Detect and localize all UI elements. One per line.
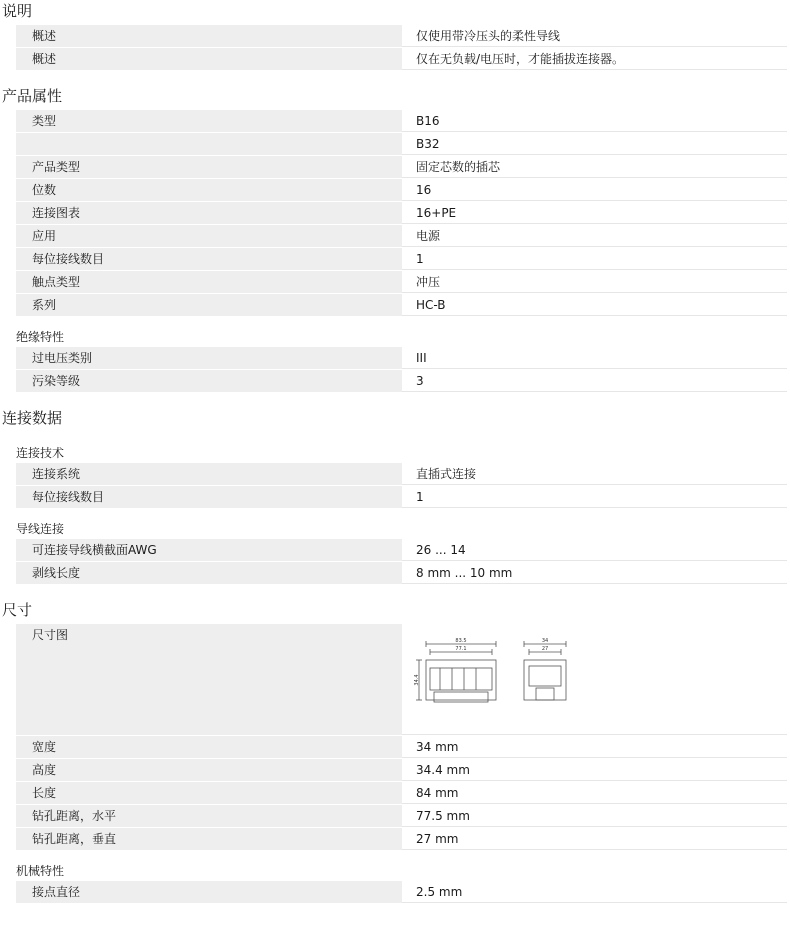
table-row: [16, 248, 787, 271]
table-row: [16, 271, 787, 294]
table-row: [16, 156, 787, 179]
row-key: 过电压类别: [16, 347, 402, 369]
row-value: 电源: [402, 225, 787, 247]
table-row: [16, 48, 787, 71]
row-value: 34 mm: [402, 736, 787, 758]
table-row: [16, 110, 787, 133]
description-table: [16, 25, 787, 71]
table-row: [16, 759, 787, 782]
row-value: 84 mm: [402, 782, 787, 804]
table-row: [16, 202, 787, 225]
table-row: [16, 486, 787, 509]
row-key: 高度: [16, 759, 402, 781]
technology-table: [16, 463, 787, 509]
row-value: 77.5 mm: [402, 805, 787, 827]
dim-label-front-inner: 77.1: [455, 646, 467, 652]
row-value: 34.4 mm: [402, 759, 787, 781]
table-row: [16, 736, 787, 759]
row-key: 类型: [16, 110, 402, 132]
dimensions-table: [16, 624, 787, 851]
row-key: 尺寸图: [16, 624, 402, 735]
dimension-drawing: [416, 634, 586, 724]
table-row: [16, 782, 787, 805]
row-value: 26 ... 14: [402, 539, 787, 561]
dim-label-side-inner: 27: [541, 646, 549, 652]
conductor-table: [16, 539, 787, 585]
row-value: 3: [402, 370, 787, 392]
row-key: 每位接线数目: [16, 486, 402, 508]
table-row: [16, 294, 787, 317]
row-key: 位数: [16, 179, 402, 201]
row-value: 仅使用带冷压头的柔性导线: [402, 25, 787, 47]
row-value: 1: [402, 248, 787, 270]
section-title-connection: 连接数据: [2, 409, 63, 427]
row-key: 产品类型: [16, 156, 402, 178]
row-value: III: [402, 347, 787, 369]
row-key: 钻孔距离，水平: [16, 805, 402, 827]
row-key: 钻孔距离，垂直: [16, 828, 402, 850]
row-key: 应用: [16, 225, 402, 247]
table-row: [16, 463, 787, 486]
section-title-description: 说明: [2, 2, 33, 20]
table-row: [16, 179, 787, 202]
row-value: 仅在无负载/电压时，才能插拔连接器。: [402, 48, 787, 70]
dim-label-front-outer: 83.5: [455, 638, 467, 644]
row-value: 直插式连接: [402, 463, 787, 485]
subsection-title-insulation: 绝缘特性: [16, 330, 65, 344]
table-row: [16, 828, 787, 851]
row-key: 宽度: [16, 736, 402, 758]
table-row-drawing: [16, 624, 787, 736]
row-key: 剥线长度: [16, 562, 402, 584]
row-value: 27 mm: [402, 828, 787, 850]
row-value: 8 mm ... 10 mm: [402, 562, 787, 584]
row-value: 1: [402, 486, 787, 508]
section-title-dimensions: 尺寸: [2, 601, 33, 619]
row-key: 触点类型: [16, 271, 402, 293]
section-title-product: 产品属性: [2, 87, 63, 105]
row-key: 连接系统: [16, 463, 402, 485]
table-row: [16, 805, 787, 828]
product-table: [16, 110, 787, 317]
row-value: B32: [402, 133, 787, 155]
row-value: B16: [402, 110, 787, 132]
row-value: 2.5 mm: [402, 881, 787, 903]
subsection-title-conductor: 导线连接: [16, 522, 65, 536]
insulation-table: [16, 347, 787, 393]
dim-label-front-height: 34.4: [414, 674, 420, 686]
table-row: [16, 25, 787, 48]
table-row: [16, 370, 787, 393]
row-key: 接点直径: [16, 881, 402, 903]
table-row: [16, 225, 787, 248]
dimension-drawing-cell: [402, 624, 787, 735]
row-value: 16+PE: [402, 202, 787, 224]
table-row: [16, 562, 787, 585]
row-key: 系列: [16, 294, 402, 316]
row-value: 16: [402, 179, 787, 201]
table-row: [16, 881, 787, 904]
table-row: [16, 539, 787, 562]
row-key: [16, 133, 402, 155]
row-key: 可连接导线横截面AWG: [16, 539, 402, 561]
row-key: 每位接线数目: [16, 248, 402, 270]
dim-label-side-outer: 34: [541, 638, 549, 644]
subsection-title-mechanical: 机械特性: [16, 864, 65, 878]
mechanical-table: [16, 881, 787, 904]
table-row: [16, 347, 787, 370]
row-value: 固定芯数的插芯: [402, 156, 787, 178]
row-value: 冲压: [402, 271, 787, 293]
row-key: 连接图表: [16, 202, 402, 224]
row-value: HC-B: [402, 294, 787, 316]
subsection-title-technology: 连接技术: [16, 446, 65, 460]
row-key: 污染等级: [16, 370, 402, 392]
row-key: 概述: [16, 48, 402, 70]
table-row: [16, 133, 787, 156]
row-key: 概述: [16, 25, 402, 47]
row-key: 长度: [16, 782, 402, 804]
